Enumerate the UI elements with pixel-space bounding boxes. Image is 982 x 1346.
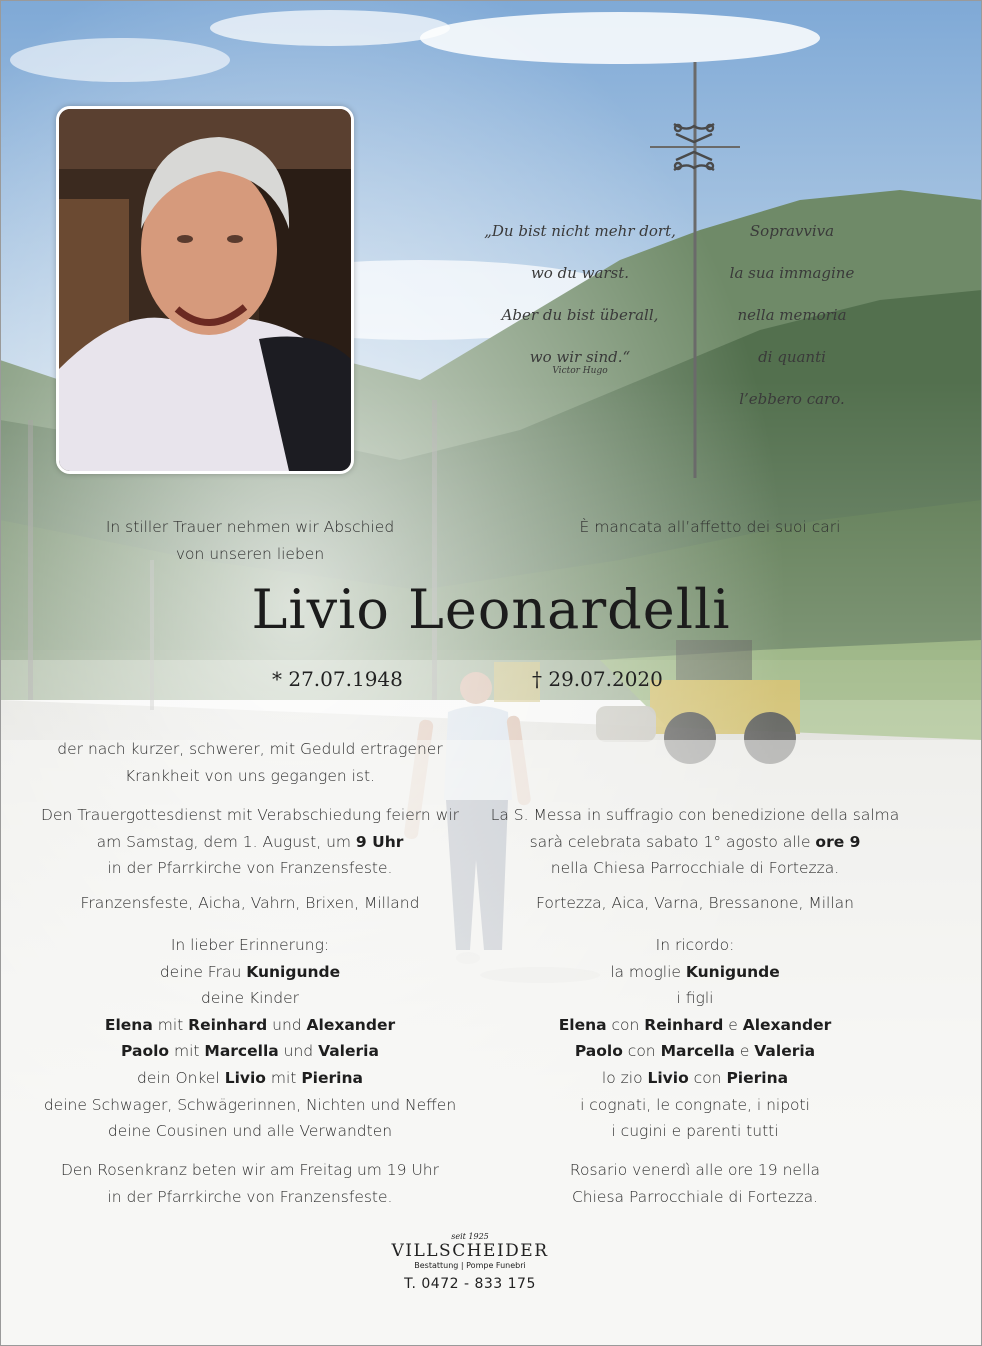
name-emphasis: Reinhard bbox=[644, 1015, 724, 1034]
phone-number: T. 0472 - 833 175 bbox=[404, 1276, 536, 1292]
quote-german bbox=[470, 210, 690, 376]
text-segment: nella Chiesa Parrocchiale di Fortezza. bbox=[550, 859, 840, 878]
intro-line: von unseren lieben bbox=[175, 544, 325, 563]
text-line bbox=[480, 829, 910, 856]
text-segment: deine Schwager, Schwägerinnen, Nichten und Neffen bbox=[43, 1095, 457, 1114]
quote-author: Victor Hugo bbox=[552, 366, 608, 376]
logo-brand: VILLSCHEIDER bbox=[391, 1241, 549, 1261]
text-line bbox=[10, 932, 490, 959]
name-emphasis: Pierina bbox=[301, 1068, 363, 1087]
text-segment: i figli bbox=[676, 989, 714, 1008]
text-line: in der Pfarrkirche von Franzensfeste. bbox=[107, 1187, 393, 1206]
quote-line: „Du bist nicht mehr dort, bbox=[484, 222, 676, 240]
name-emphasis: 9 Uhr bbox=[355, 832, 404, 851]
text-line bbox=[480, 1012, 910, 1039]
text-segment: e bbox=[723, 1015, 743, 1034]
family-italian bbox=[480, 932, 910, 1145]
text-segment: la moglie bbox=[610, 962, 686, 981]
text-segment: In ricordo: bbox=[655, 936, 735, 954]
name-emphasis: Reinhard bbox=[188, 1015, 268, 1034]
birth-date: * 27.07.1948 bbox=[272, 667, 403, 691]
service-german bbox=[40, 802, 460, 882]
quote-line: Aber du bist überall, bbox=[501, 306, 659, 324]
name-emphasis: Alexander bbox=[306, 1015, 396, 1034]
text-line: Chiesa Parrocchiale di Fortezza. bbox=[571, 1187, 819, 1206]
death-date: † 29.07.2020 bbox=[532, 667, 663, 691]
text-line bbox=[10, 1038, 490, 1065]
text-line: Rosario venerdì alle ore 19 nella bbox=[569, 1161, 821, 1179]
name-emphasis: Livio bbox=[224, 1068, 266, 1087]
text-line bbox=[480, 932, 910, 959]
illness-text bbox=[40, 736, 460, 789]
text-segment: deine Kinder bbox=[200, 989, 299, 1008]
text-segment: und bbox=[278, 1042, 319, 1061]
service-italian bbox=[480, 802, 910, 882]
name-emphasis: Kunigunde bbox=[685, 962, 780, 981]
name-emphasis: Paolo bbox=[121, 1042, 170, 1061]
text-segment: sarà celebrata sabato 1° agosto alle bbox=[529, 832, 816, 851]
text-segment: e bbox=[734, 1042, 755, 1061]
family-german bbox=[10, 932, 490, 1145]
text-segment: La S. Messa in suffragio con benedizione della salma bbox=[490, 806, 900, 824]
text-segment: mit bbox=[152, 1015, 189, 1034]
quote-line: la sua immagine bbox=[729, 264, 855, 282]
text-line: Fortezza, Aica, Varna, Bressanone, Millan bbox=[536, 894, 854, 912]
quote-line: wo wir sind.“ bbox=[529, 348, 631, 366]
rosary-italian bbox=[480, 1157, 910, 1210]
quote-line: l’ebbero caro. bbox=[739, 390, 845, 408]
text-line bbox=[480, 1092, 910, 1119]
name-emphasis: Pierina bbox=[726, 1068, 789, 1087]
text-segment: am Samstag, dem 1. August, um bbox=[96, 832, 356, 851]
text-segment: dein Onkel bbox=[137, 1068, 225, 1087]
portrait-photo bbox=[56, 106, 354, 474]
text-segment: deine Frau bbox=[159, 962, 247, 981]
deceased-name: Livio Leonardelli bbox=[251, 578, 731, 641]
text-segment: Den Trauergottesdienst mit Verabschiedung feiern wir bbox=[41, 806, 459, 824]
text-segment: i cognati, le congnate, i nipoti bbox=[580, 1095, 810, 1114]
quote-line: nella memoria bbox=[737, 306, 847, 324]
name-emphasis: Kunigunde bbox=[246, 962, 341, 981]
text-segment: i cugini e parenti tutti bbox=[611, 1122, 779, 1141]
text-line bbox=[480, 1065, 910, 1092]
text-line bbox=[10, 1118, 490, 1145]
text-line bbox=[40, 802, 460, 829]
text-segment: lo zio bbox=[601, 1068, 648, 1087]
text-line bbox=[480, 1038, 910, 1065]
text-segment: mit bbox=[169, 1042, 205, 1061]
name-emphasis: ore 9 bbox=[815, 832, 861, 851]
text-line bbox=[480, 802, 910, 829]
name-emphasis: Valeria bbox=[754, 1042, 816, 1061]
name-emphasis: Paolo bbox=[574, 1042, 623, 1061]
text-segment: deine Cousinen und alle Verwandten bbox=[107, 1122, 393, 1141]
text-line: Krankheit von uns gegangen ist. bbox=[125, 766, 375, 785]
text-segment: con bbox=[622, 1042, 661, 1061]
intro-line: In stiller Trauer nehmen wir Abschied bbox=[105, 518, 395, 536]
name-emphasis: Elena bbox=[558, 1015, 607, 1034]
text-segment: con bbox=[688, 1068, 727, 1087]
text-line: Den Rosenkranz beten wir am Freitag um 19 Uhr bbox=[60, 1161, 439, 1179]
quote-line: Sopravviva bbox=[749, 222, 835, 240]
name-emphasis: Valeria bbox=[318, 1042, 379, 1061]
text-segment: und bbox=[267, 1015, 307, 1034]
intro-german bbox=[70, 514, 430, 567]
logo-tagline: Bestattung | Pompe Funebri bbox=[414, 1261, 526, 1270]
intro-italian bbox=[520, 514, 900, 541]
name-emphasis: Livio bbox=[647, 1068, 689, 1087]
text-line: der nach kurzer, schwerer, mit Geduld ertragener bbox=[57, 740, 443, 758]
logo-since: seit 1925 bbox=[451, 1232, 489, 1241]
text-line bbox=[10, 1012, 490, 1039]
funeral-home-logo bbox=[380, 1232, 560, 1292]
quote-line: di quanti bbox=[758, 348, 826, 366]
places-italian bbox=[480, 890, 910, 917]
quote-italian bbox=[712, 210, 872, 420]
text-segment: con bbox=[606, 1015, 645, 1034]
text-line bbox=[40, 829, 460, 856]
text-line bbox=[10, 1065, 490, 1092]
places-german bbox=[40, 890, 460, 917]
text-line bbox=[10, 959, 490, 986]
name-emphasis: Alexander bbox=[742, 1015, 832, 1034]
text-line bbox=[40, 855, 460, 882]
text-segment: In lieber Erinnerung: bbox=[170, 936, 330, 954]
quote-line: wo du warst. bbox=[530, 264, 630, 282]
text-line bbox=[480, 985, 910, 1012]
text-segment: mit bbox=[265, 1068, 302, 1087]
name-emphasis: Marcella bbox=[660, 1042, 735, 1061]
portrait-image bbox=[59, 109, 351, 471]
text-line bbox=[10, 985, 490, 1012]
text-line bbox=[10, 1092, 490, 1119]
rosary-german bbox=[40, 1157, 460, 1210]
name-emphasis: Marcella bbox=[204, 1042, 279, 1061]
text-line bbox=[480, 855, 910, 882]
text-line: Franzensfeste, Aicha, Vahrn, Brixen, Milland bbox=[80, 894, 420, 912]
text-line bbox=[480, 959, 910, 986]
name-emphasis: Elena bbox=[104, 1015, 153, 1034]
text-line bbox=[480, 1118, 910, 1145]
text-segment: in der Pfarrkirche von Franzensfeste. bbox=[107, 859, 393, 878]
intro-line: È mancata all’affetto dei suoi cari bbox=[579, 518, 841, 536]
